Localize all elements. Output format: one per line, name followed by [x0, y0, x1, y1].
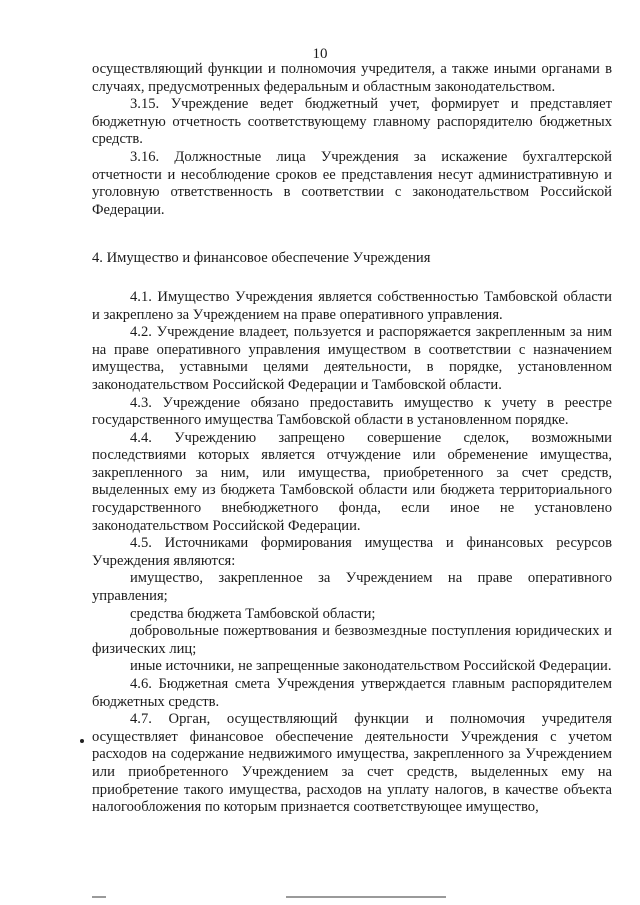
page-number: 10: [312, 46, 328, 62]
funding-source-item: иные источники, не запрещенные законодательством Российской Федерации.: [130, 658, 612, 675]
paragraph-4-3: 4.3. Учреждение обязано предоставить имущество к учету в реестре государственного имущества Тамбовской области в установленном порядке.: [92, 394, 612, 429]
margin-dot-mark: [80, 739, 84, 743]
paragraph-3-16: 3.16. Должностные лица Учреждения за искажение бухгалтерской отчетности и несоблюдение сроков ее представления несут административную и уголовную ответственность в соответствии с законодательством Российской Федерации.: [92, 148, 612, 218]
paragraph-continuation: осуществляющий функции и полномочия учредителя, а также иными органами в случаях, предусмотренных федеральным и областным законодательством.: [92, 61, 612, 95]
funding-source-item: имущество, закрепленное за Учреждением на праве оперативного управления;: [92, 570, 612, 605]
scan-artifact: [286, 896, 446, 898]
paragraph-4-1: 4.1. Имущество Учреждения является собственностью Тамбовской области и закреплено за Учреждением на праве оперативного управления.: [92, 288, 612, 323]
funding-source-item: добровольные пожертвования и безвозмездные поступления юридических и физических лиц;: [92, 623, 612, 657]
paragraph-3-15: 3.15. Учреждение ведет бюджетный учет, формирует и представляет бюджетную отчетность соответствующему главному распорядителю бюджетных средств.: [92, 96, 612, 148]
funding-source-item: средства бюджета Тамбовской области;: [130, 605, 376, 622]
section-heading: 4. Имущество и финансовое обеспечение Учреждения: [92, 250, 431, 267]
paragraph-4-7: 4.7. Орган, осуществляющий функции и полномочия учредителя осуществляет финансовое обеспечение деятельности Учреждения с учетом расходов на содержание недвижимого имущества, закрепленного за Учреждением или приобретенного Учреждением за счет средств, выделенных ему на приобретение такого имущества, расходов на уплату налогов, в качестве объекта налогообложения по которым признается соответствующее имущество,: [92, 711, 612, 816]
document-body: [92, 61, 612, 817]
paragraph-4-2: 4.2. Учреждение владеет, пользуется и распоряжается закрепленным за ним на праве оперативного управления имуществом в соответствии с назначением имущества, уставными целями деятельности, в порядке, установленном законодательством Российской Федерации и Тамбовской области.: [92, 324, 612, 393]
paragraph-4-6: 4.6. Бюджетная смета Учреждения утверждается главным распорядителем бюджетных средств.: [92, 676, 612, 710]
scan-artifact: [92, 896, 106, 898]
paragraph-4-4: 4.4. Учреждению запрещено совершение сделок, возможными последствиями которых является отчуждение или обременение имущества, закрепленного за ним, или имущества, приобретенного за счет средств, выделенных ему из бюджета Тамбовской области или бюджета территориального государственного внебюджетного фонда, если иное не установлено законодательством Российской Федерации.: [92, 429, 612, 534]
paragraph-4-5: 4.5. Источниками формирования имущества и финансовых ресурсов Учреждения являются:: [92, 535, 612, 569]
